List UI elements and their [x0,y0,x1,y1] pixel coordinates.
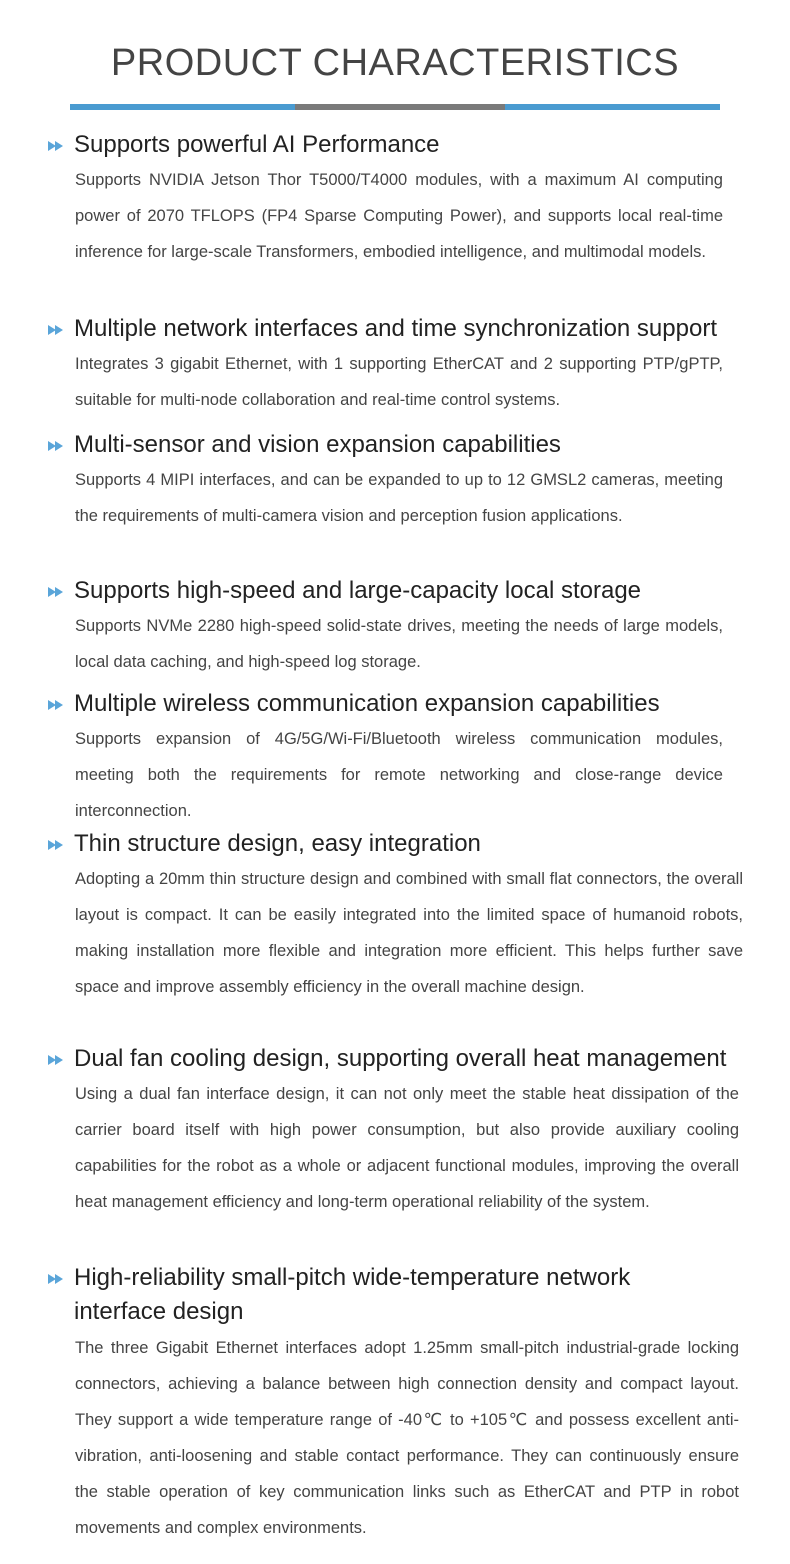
feature-description: Supports NVIDIA Jetson Thor T5000/T4000 modules, with a maximum AI computing power of 2070 TFLOPS (FP4 Sparse Computing Power), and supports local real-time inference for large-scale Transformers, embodied intelligence, and multimodal models. [75,171,723,261]
feature-title: Supports powerful AI Performance [74,131,440,158]
double-triangle-right-icon [47,139,65,153]
feature-title: Multiple network interfaces and time synchronization support [74,315,717,342]
feature-description: Integrates 3 gigabit Ethernet, with 1 supporting EtherCAT and 2 supporting PTP/gPTP, suitable for multi-node collaboration and real-time control systems. [75,355,723,409]
double-triangle-right-icon [47,1053,65,1067]
underline-middle-segment [295,104,505,110]
feature-description: Supports NVMe 2280 high-speed solid-state drives, meeting the needs of large models, local data caching, and high-speed log storage. [75,617,723,671]
double-triangle-right-icon [47,323,65,337]
feature-title: Supports high-speed and large-capacity local storage [74,577,642,604]
page-title: PRODUCT CHARACTERISTICS [110,42,680,84]
double-triangle-right-icon [47,439,65,453]
double-triangle-right-icon [47,698,65,712]
feature-description: Supports expansion of 4G/5G/Wi-Fi/Bluetooth wireless communication modules, meeting both the requirements for remote networking and close-range device interconnection. [75,730,723,820]
feature-title: Dual fan cooling design, supporting overall heat management [74,1045,727,1072]
feature-description: Adopting a 20mm thin structure design and combined with small flat connectors, the overall layout is compact. It can be easily integrated into the limited space of humanoid robots, making installation more flexible and integration more efficient. This helps further save space and improve assembly efficiency in the overall machine design. [75,870,743,996]
feature-title: Multiple wireless communication expansion capabilities [74,690,660,717]
feature-description: Supports 4 MIPI interfaces, and can be expanded to up to 12 GMSL2 cameras, meeting the requirements of multi-camera vision and perception fusion applications. [75,471,723,525]
feature-title: High-reliability small-pitch wide-temperature network interface design [74,1264,631,1325]
title-underline [70,104,720,110]
feature-description: The three Gigabit Ethernet interfaces adopt 1.25mm small-pitch industrial-grade locking connectors, achieving a balance between high connection density and compact layout. They support a wide temperature range of -40℃ to +105℃ and possess excellent anti-vibration, anti-loosening and stable contact performance. They can continuously ensure the stable operation of key communication links such as EtherCAT and PTP in robot movements and complex environments. [75,1339,739,1537]
underline-right-segment [505,104,720,110]
double-triangle-right-icon [47,838,65,852]
double-triangle-right-icon [47,585,65,599]
underline-left-segment [70,104,295,110]
feature-title: Thin structure design, easy integration [74,830,481,857]
feature-description: Using a dual fan interface design, it can not only meet the stable heat dissipation of the carrier board itself with high power consumption, but also provide auxiliary cooling capabilities for the robot as a whole or adjacent functional modules, improving the overall heat management efficiency and long-term operational reliability of the system. [75,1085,739,1211]
feature-title: Multi-sensor and vision expansion capabilities [74,431,561,458]
double-triangle-right-icon [47,1272,65,1286]
